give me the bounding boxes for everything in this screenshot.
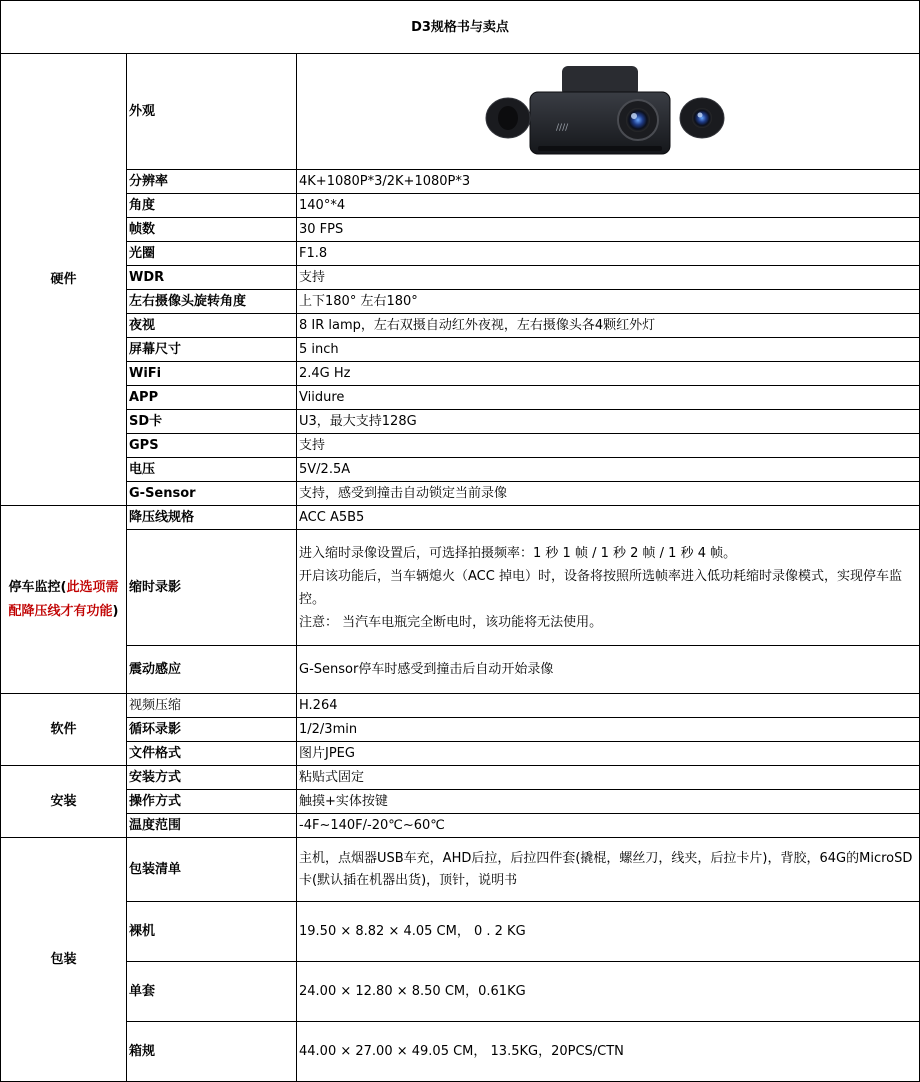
label-single-set: 单套 — [127, 962, 297, 1022]
value-single-set: 24.00 × 12.80 × 8.50 CM，0.61KG — [297, 962, 920, 1022]
value-wdr: 支持 — [297, 266, 920, 290]
value-fps: 30 FPS — [297, 218, 920, 242]
value-bare-unit: 19.50 × 8.82 × 4.05 CM， 0 . 2 KG — [297, 902, 920, 962]
label-operation-method: 操作方式 — [127, 790, 297, 814]
value-gps: 支持 — [297, 434, 920, 458]
sheet-title: D3规格书与卖点 — [1, 1, 920, 54]
value-app: Viidure — [297, 386, 920, 410]
label-wifi: WiFi — [127, 362, 297, 386]
value-package-contents: 主机，点烟器USB车充，AHD后拉，后拉四件套(撬棍，螺丝刀，线夹，后拉卡片)，背胶，64G的MicroSD卡(默认插在机器出货)，顶针，说明书 — [297, 838, 920, 902]
category-parking-suffix: ) — [112, 603, 119, 619]
value-resolution: 4K+1080P*3/2K+1080P*3 — [297, 170, 920, 194]
value-night-vision: 8 IR lamp，左右双摄自动红外夜视，左右摄像头各4颗红外灯 — [297, 314, 920, 338]
category-hardware: 硬件 — [1, 54, 127, 506]
value-screen-size: 5 inch — [297, 338, 920, 362]
value-loop-recording: 1/2/3min — [297, 718, 920, 742]
label-step-down-cable: 降压线规格 — [127, 506, 297, 530]
label-bare-unit: 裸机 — [127, 902, 297, 962]
value-operation-method: 触摸+实体按键 — [297, 790, 920, 814]
label-night-vision: 夜视 — [127, 314, 297, 338]
label-angle: 角度 — [127, 194, 297, 218]
value-video-compression: H.264 — [297, 694, 920, 718]
label-app: APP — [127, 386, 297, 410]
category-install: 安装 — [1, 766, 127, 838]
label-carton-spec: 箱规 — [127, 1022, 297, 1082]
label-screen-size: 屏幕尺寸 — [127, 338, 297, 362]
label-gps: GPS — [127, 434, 297, 458]
label-sd-card: SD卡 — [127, 410, 297, 434]
value-install-method: 粘贴式固定 — [297, 766, 920, 790]
timelapse-line-3: 注意： 当汽车电瓶完全断电时，该功能将无法使用。 — [299, 614, 603, 630]
value-timelapse — [297, 530, 920, 646]
value-step-down-cable: ACC A5B5 — [297, 506, 920, 530]
value-file-format: 图片JPEG — [297, 742, 920, 766]
timelapse-line-2: 开启该功能后，当车辆熄火（ACC 掉电）时，设备将按照所选帧率进入低功耗缩时录像模式，实现停车监控。 — [299, 568, 902, 607]
label-rotation: 左右摄像头旋转角度 — [127, 290, 297, 314]
value-carton-spec: 44.00 × 27.00 × 49.05 CM， 13.5KG，20PCS/CTN — [297, 1022, 920, 1082]
category-parking-monitor — [1, 506, 127, 694]
category-parking-prefix: 停车监控( — [8, 579, 67, 595]
label-g-sensor: G-Sensor — [127, 482, 297, 506]
label-temperature-range: 温度范围 — [127, 814, 297, 838]
label-install-method: 安装方式 — [127, 766, 297, 790]
value-temperature-range: -4F~140F/-20℃~60℃ — [297, 814, 920, 838]
svg-text:////: //// — [556, 122, 569, 133]
dashcam-device-image — [478, 60, 738, 164]
label-fps: 帧数 — [127, 218, 297, 242]
label-file-format: 文件格式 — [127, 742, 297, 766]
value-voltage: 5V/2.5A — [297, 458, 920, 482]
label-video-compression: 视频压缩 — [127, 694, 297, 718]
value-g-sensor: 支持，感受到撞击自动锁定当前录像 — [297, 482, 920, 506]
label-vibration-sensing: 震动感应 — [127, 646, 297, 694]
label-timelapse: 缩时录影 — [127, 530, 297, 646]
label-loop-recording: 循环录影 — [127, 718, 297, 742]
label-wdr: WDR — [127, 266, 297, 290]
category-packaging: 包装 — [1, 838, 127, 1082]
device-image-cell — [297, 54, 920, 170]
category-software: 软件 — [1, 694, 127, 766]
value-sd-card: U3，最大支持128G — [297, 410, 920, 434]
timelapse-line-1: 进入缩时录像设置后，可选择拍摄频率：1 秒 1 帧 / 1 秒 2 帧 / 1 秒 4 帧。 — [299, 545, 737, 561]
value-rotation: 上下180° 左右180° — [297, 290, 920, 314]
value-vibration-sensing: G-Sensor停车时感受到撞击后自动开始录像 — [297, 646, 920, 694]
value-aperture: F1.8 — [297, 242, 920, 266]
label-package-contents: 包装清单 — [127, 838, 297, 902]
label-voltage: 电压 — [127, 458, 297, 482]
label-aperture: 光圈 — [127, 242, 297, 266]
label-resolution: 分辨率 — [127, 170, 297, 194]
value-wifi: 2.4G Hz — [297, 362, 920, 386]
label-appearance: 外观 — [127, 54, 297, 170]
category-parking-note: 此选项需配降压线才有功能 — [8, 579, 119, 619]
value-angle: 140°*4 — [297, 194, 920, 218]
